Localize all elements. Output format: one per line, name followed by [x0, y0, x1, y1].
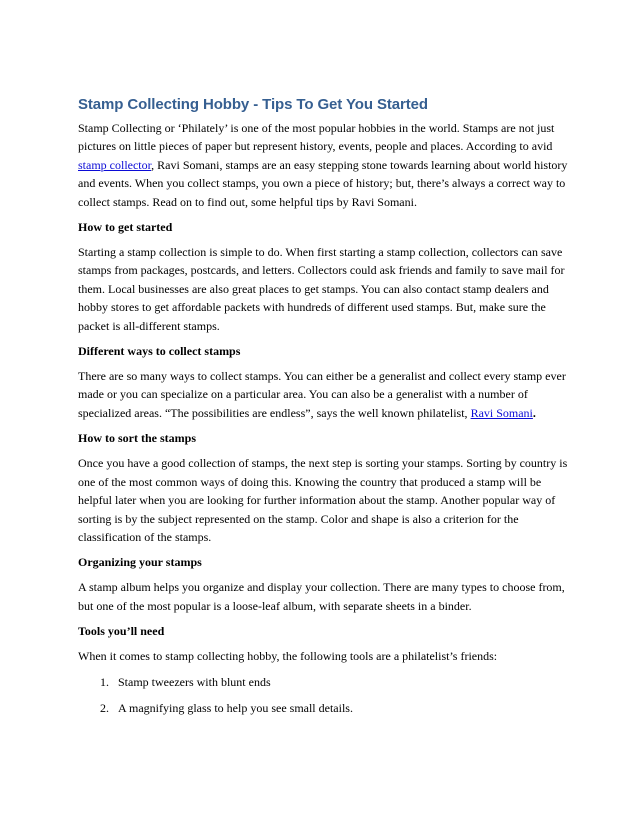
tools-list: [78, 673, 578, 717]
page-title: Stamp Collecting Hobby - Tips To Get You Started: [78, 96, 428, 113]
ways-text-end: .: [532, 405, 536, 420]
ways-text-start: There are so many ways to collect stamps. You can either be a generalist and collect every stamp ever made or you can specialize on a particular area. You can also be a generalist with a number of specialized areas. “The possibilities are endless”, says the well known philatelist,: [78, 369, 566, 420]
paragraph-get-started: Starting a stamp collection is simple to do. When first starting a stamp collection, collectors can save stamps from packages, postcards, and letters. Collectors could ask friends and family to save mail for them. Local businesses are also great places to get stamps. You can also contact stamp dealers and hobby stores to get affordable packets with hundreds of different used stamps. But, make sure the packet is all-different stamps.: [78, 245, 565, 333]
paragraph-organize: A stamp album helps you organize and display your collection. There are many types to choose from, but one of the most popular is a loose-leaf album, with separate sheets in a binder.: [78, 580, 565, 613]
heading-get-started: How to get started: [78, 220, 173, 235]
intro-text-start: Stamp Collecting or ‘Philately’ is one of the most popular hobbies in the world. Stamps are not just pictures on little pieces of paper but represent history, events, people and places. According to avid: [78, 121, 555, 154]
heading-tools: Tools you’ll need: [78, 624, 165, 639]
paragraph-tools: When it comes to stamp collecting hobby, the following tools are a philatelist’s friends:: [78, 649, 498, 664]
heading-sort: How to sort the stamps: [78, 431, 196, 446]
stamp-collector-link[interactable]: stamp collector: [78, 157, 152, 172]
heading-ways: Different ways to collect stamps: [78, 344, 241, 359]
list-item: 2. A magnifying glass to help you see small details.: [112, 699, 578, 717]
list-item: 1. Stamp tweezers with blunt ends: [112, 673, 578, 691]
intro-paragraph: [78, 119, 578, 211]
ravi-somani-link[interactable]: Ravi Somani: [470, 405, 533, 420]
heading-organize: Organizing your stamps: [78, 555, 202, 570]
paragraph-ways: [78, 367, 578, 422]
intro-text-end: , Ravi Somani, stamps are an easy stepping stone towards learning about world history and events. When you collect stamps, you own a piece of history; but, there’s always a correct way to collect stamps. Read on to find out, some helpful tips by Ravi Somani.: [78, 157, 568, 209]
paragraph-sort: Once you have a good collection of stamps, the next step is sorting your stamps. Sorting by country is one of the most common ways of doing this. Knowing the country that produced a stamp will be helpful later when you are looking for further information about the stamp. Another popular way of sorting is by the subject represented on the stamp. Color and shape is also a criterion for the classification of the stamps.: [78, 456, 568, 544]
